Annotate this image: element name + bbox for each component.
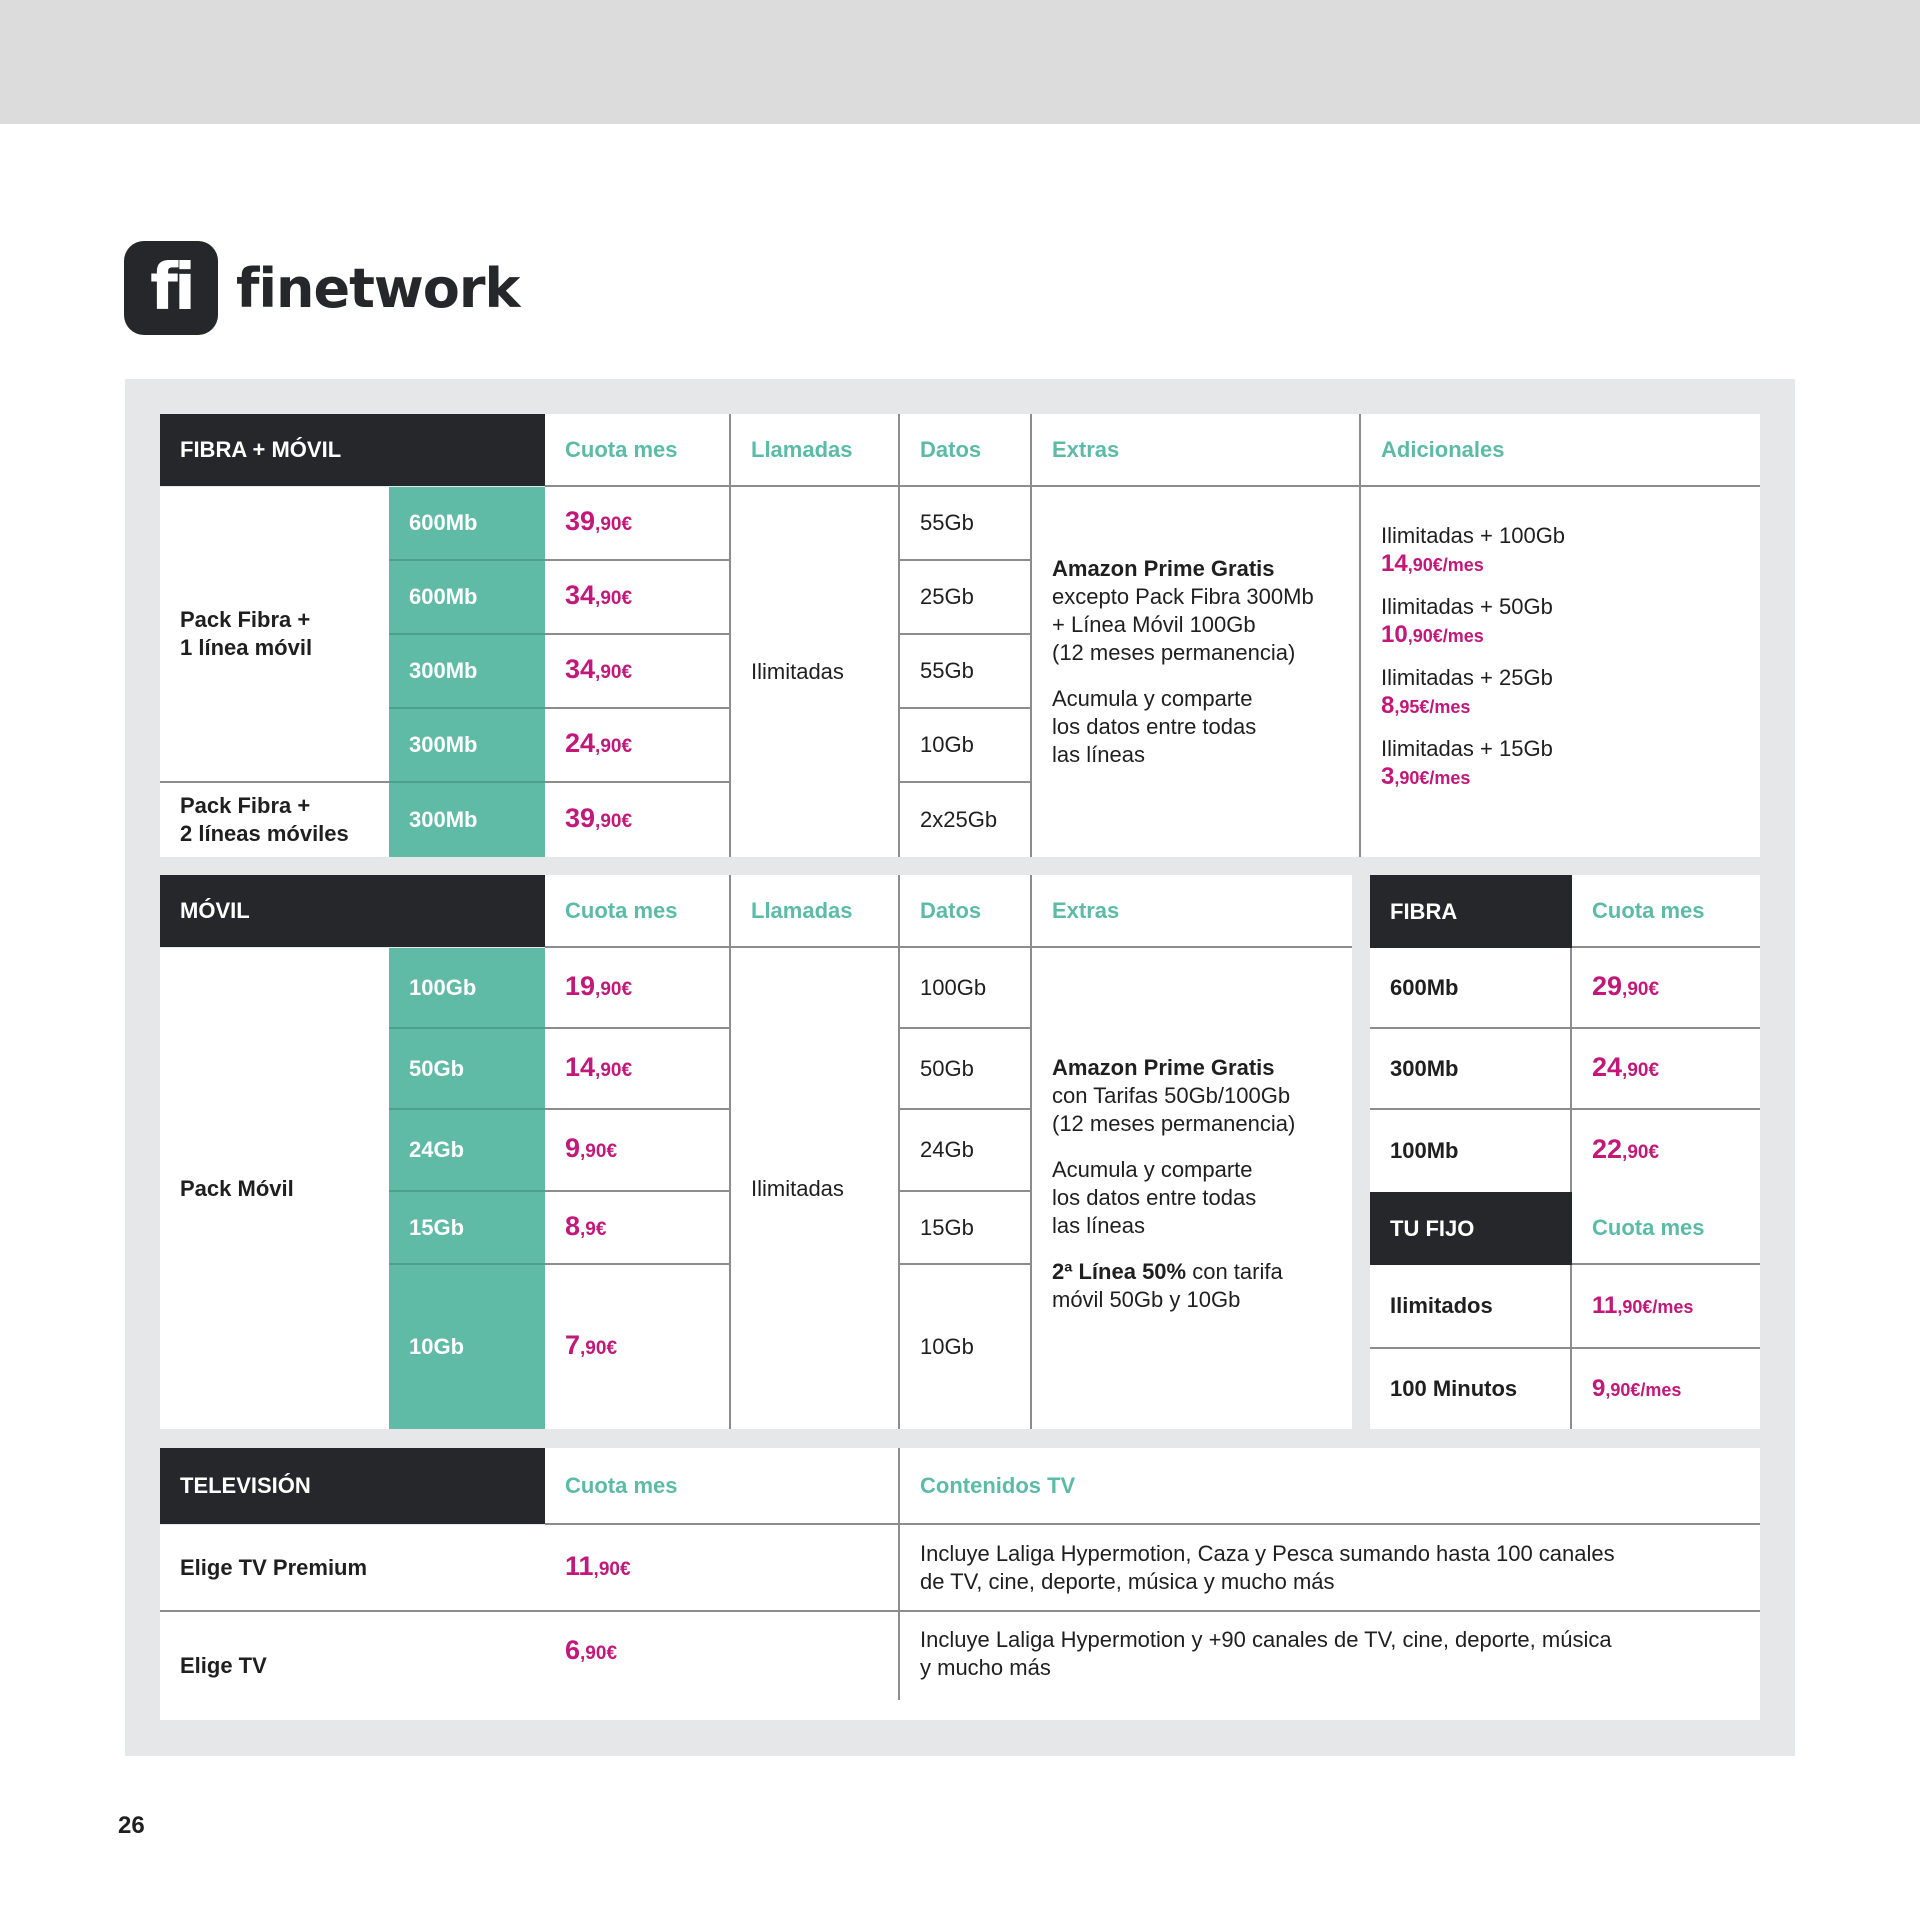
extras-title: Amazon Prime Gratis	[1052, 556, 1275, 581]
price-cell	[1572, 1029, 1760, 1110]
header-cuota: Cuota mes	[1572, 875, 1760, 948]
extras-line: las líneas	[1052, 742, 1145, 767]
datos-cell: 25Gb	[900, 561, 1032, 635]
movil-title: MÓVIL	[160, 875, 545, 947]
speed-cell: 600Mb	[389, 561, 545, 635]
llamadas-value: Ilimitadas	[731, 948, 900, 1429]
price: 7,90€	[565, 1330, 618, 1360]
price-cell	[1572, 1110, 1760, 1192]
extras-line: las líneas	[1052, 1212, 1145, 1238]
tv-contents	[900, 1525, 1760, 1612]
price: 24,90€	[565, 728, 633, 758]
datos-cell: 10Gb	[900, 709, 1032, 783]
datos-cell: 55Gb	[900, 487, 1032, 561]
price-cell	[545, 487, 731, 561]
price-cell	[545, 1612, 900, 1720]
tv-contents-line: de TV, cine, deporte, música y mucho más	[920, 1568, 1335, 1594]
price: 9,90€/mes	[1592, 1374, 1682, 1402]
price: 6,90€	[565, 1635, 618, 1665]
price: 34,90€	[565, 654, 633, 684]
datos-cell: 2x25Gb	[900, 783, 1032, 857]
adicional-label: Ilimitadas + 50Gb	[1381, 594, 1553, 619]
fijo-label: Ilimitados	[1370, 1265, 1572, 1349]
adicional-label: Ilimitadas + 25Gb	[1381, 665, 1553, 690]
price: 24,90€	[1592, 1051, 1660, 1082]
tier-cell: 10Gb	[389, 1265, 545, 1429]
adicional-price: 3,90€/mes	[1381, 763, 1471, 790]
price: 39,90€	[565, 506, 633, 536]
extras-line: (12 meses permanencia)	[1052, 640, 1296, 665]
price-cell	[545, 709, 731, 783]
brand-logo	[124, 240, 519, 336]
datos-cell: 24Gb	[900, 1110, 1032, 1192]
fibra-speed: 600Mb	[1370, 948, 1572, 1029]
price-cell	[545, 1525, 900, 1612]
header-extras: Extras	[1032, 414, 1361, 487]
extras-line: Acumula y comparte	[1052, 686, 1253, 711]
extras-line: Acumula y comparte	[1052, 1156, 1253, 1182]
pack-fibra-2-lineas: Pack Fibra + 2 líneas móviles	[160, 783, 389, 857]
price: 29,90€	[1592, 970, 1660, 1001]
tv-contents-line: y mucho más	[920, 1655, 1051, 1680]
fibra-speed: 100Mb	[1370, 1110, 1572, 1192]
price-cell	[545, 561, 731, 635]
tu-fijo-title: TU FIJO	[1370, 1192, 1572, 1265]
tv-contents	[900, 1612, 1760, 1720]
price: 11,90€/mes	[1592, 1291, 1694, 1319]
header-adicionales: Adicionales	[1361, 414, 1760, 487]
extras-cell	[1032, 948, 1352, 1429]
adicional-label: Ilimitadas + 15Gb	[1381, 736, 1553, 761]
header-cuota: Cuota mes	[545, 1448, 900, 1525]
price-cell	[545, 635, 731, 709]
header-contenidos: Contenidos TV	[900, 1448, 1760, 1525]
adicionales-cell	[1361, 487, 1760, 857]
page-number: 26	[118, 1812, 145, 1839]
price: 9,90€	[565, 1133, 618, 1163]
price: 8,9€	[565, 1210, 607, 1241]
header-datos: Datos	[900, 414, 1032, 487]
extras-line: 2ª Línea 50% con tarifa	[1052, 1258, 1283, 1284]
header-cuota: Cuota mes	[545, 414, 731, 487]
price: 22,90€	[1592, 1134, 1660, 1164]
television-title: TELEVISIÓN	[160, 1448, 545, 1524]
price: 11,90€	[565, 1550, 631, 1581]
fibra-movil-title: FIBRA + MÓVIL	[160, 414, 545, 486]
price-cell	[1572, 948, 1760, 1029]
tier-cell: 15Gb	[389, 1192, 545, 1265]
price: 34,90€	[565, 580, 633, 610]
extras-line: los datos entre todas	[1052, 714, 1257, 739]
tv-plan-name: Elige TV Premium	[160, 1525, 545, 1612]
extras-line: los datos entre todas	[1052, 1184, 1257, 1210]
header-llamadas: Llamadas	[731, 414, 900, 487]
pack-movil: Pack Móvil	[160, 948, 389, 1429]
price: 19,90€	[565, 970, 633, 1001]
datos-cell: 15Gb	[900, 1192, 1032, 1265]
datos-cell: 10Gb	[900, 1265, 1032, 1429]
price-cell	[1572, 1265, 1760, 1349]
fibra-title: FIBRA	[1370, 875, 1572, 948]
tier-cell: 24Gb	[389, 1110, 545, 1192]
datos-cell: 100Gb	[900, 948, 1032, 1029]
speed-cell: 300Mb	[389, 709, 545, 783]
price-cell	[545, 1110, 731, 1192]
extras-line: móvil 50Gb y 10Gb	[1052, 1286, 1241, 1312]
header-datos: Datos	[900, 875, 1032, 948]
datos-cell: 55Gb	[900, 635, 1032, 709]
header-extras: Extras	[1032, 875, 1352, 948]
adicional-label: Ilimitadas + 100Gb	[1381, 523, 1566, 548]
top-gray-bar	[0, 0, 1920, 124]
datos-cell: 50Gb	[900, 1029, 1032, 1110]
fibra-speed: 300Mb	[1370, 1029, 1572, 1110]
tv-plan-name: Elige TV	[160, 1612, 545, 1720]
extras-line: (12 meses permanencia)	[1052, 1110, 1296, 1136]
brand-name: finetwork	[236, 256, 520, 320]
extras-title: Amazon Prime Gratis	[1052, 1054, 1275, 1080]
header-cuota: Cuota mes	[1572, 1192, 1760, 1265]
price-cell	[545, 1029, 731, 1110]
price-cell	[545, 1192, 731, 1265]
header-llamadas: Llamadas	[731, 875, 900, 948]
tv-contents-line: Incluye Laliga Hypermotion, Caza y Pesca sumando hasta 100 canales	[920, 1540, 1615, 1566]
adicional-price: 8,95€/mes	[1381, 692, 1471, 719]
tier-cell: 100Gb	[389, 948, 545, 1029]
adicional-price: 10,90€/mes	[1381, 621, 1484, 648]
price-cell	[545, 783, 731, 857]
fijo-label: 100 Minutos	[1370, 1349, 1572, 1429]
price-cell	[545, 1265, 731, 1429]
speed-cell: 300Mb	[389, 635, 545, 709]
speed-cell: 600Mb	[389, 487, 545, 561]
extras-line: + Línea Móvil 100Gb	[1052, 612, 1256, 637]
logo-mark: fi	[124, 241, 218, 335]
price: 39,90€	[565, 803, 633, 833]
price-cell	[1572, 1349, 1760, 1429]
speed-cell: 300Mb	[389, 783, 545, 857]
extras-cell	[1032, 487, 1361, 857]
adicional-price: 14,90€/mes	[1381, 550, 1484, 577]
extras-line: con Tarifas 50Gb/100Gb	[1052, 1082, 1291, 1108]
tv-contents-line: Incluye Laliga Hypermotion y +90 canales de TV, cine, deporte, música	[920, 1627, 1612, 1652]
tier-cell: 50Gb	[389, 1029, 545, 1110]
llamadas-value: Ilimitadas	[731, 487, 900, 857]
price-cell	[545, 948, 731, 1029]
header-cuota: Cuota mes	[545, 875, 731, 948]
extras-line: excepto Pack Fibra 300Mb	[1052, 584, 1314, 609]
pack-fibra-1-linea: Pack Fibra + 1 línea móvil	[160, 487, 389, 783]
price: 14,90€	[565, 1051, 633, 1082]
